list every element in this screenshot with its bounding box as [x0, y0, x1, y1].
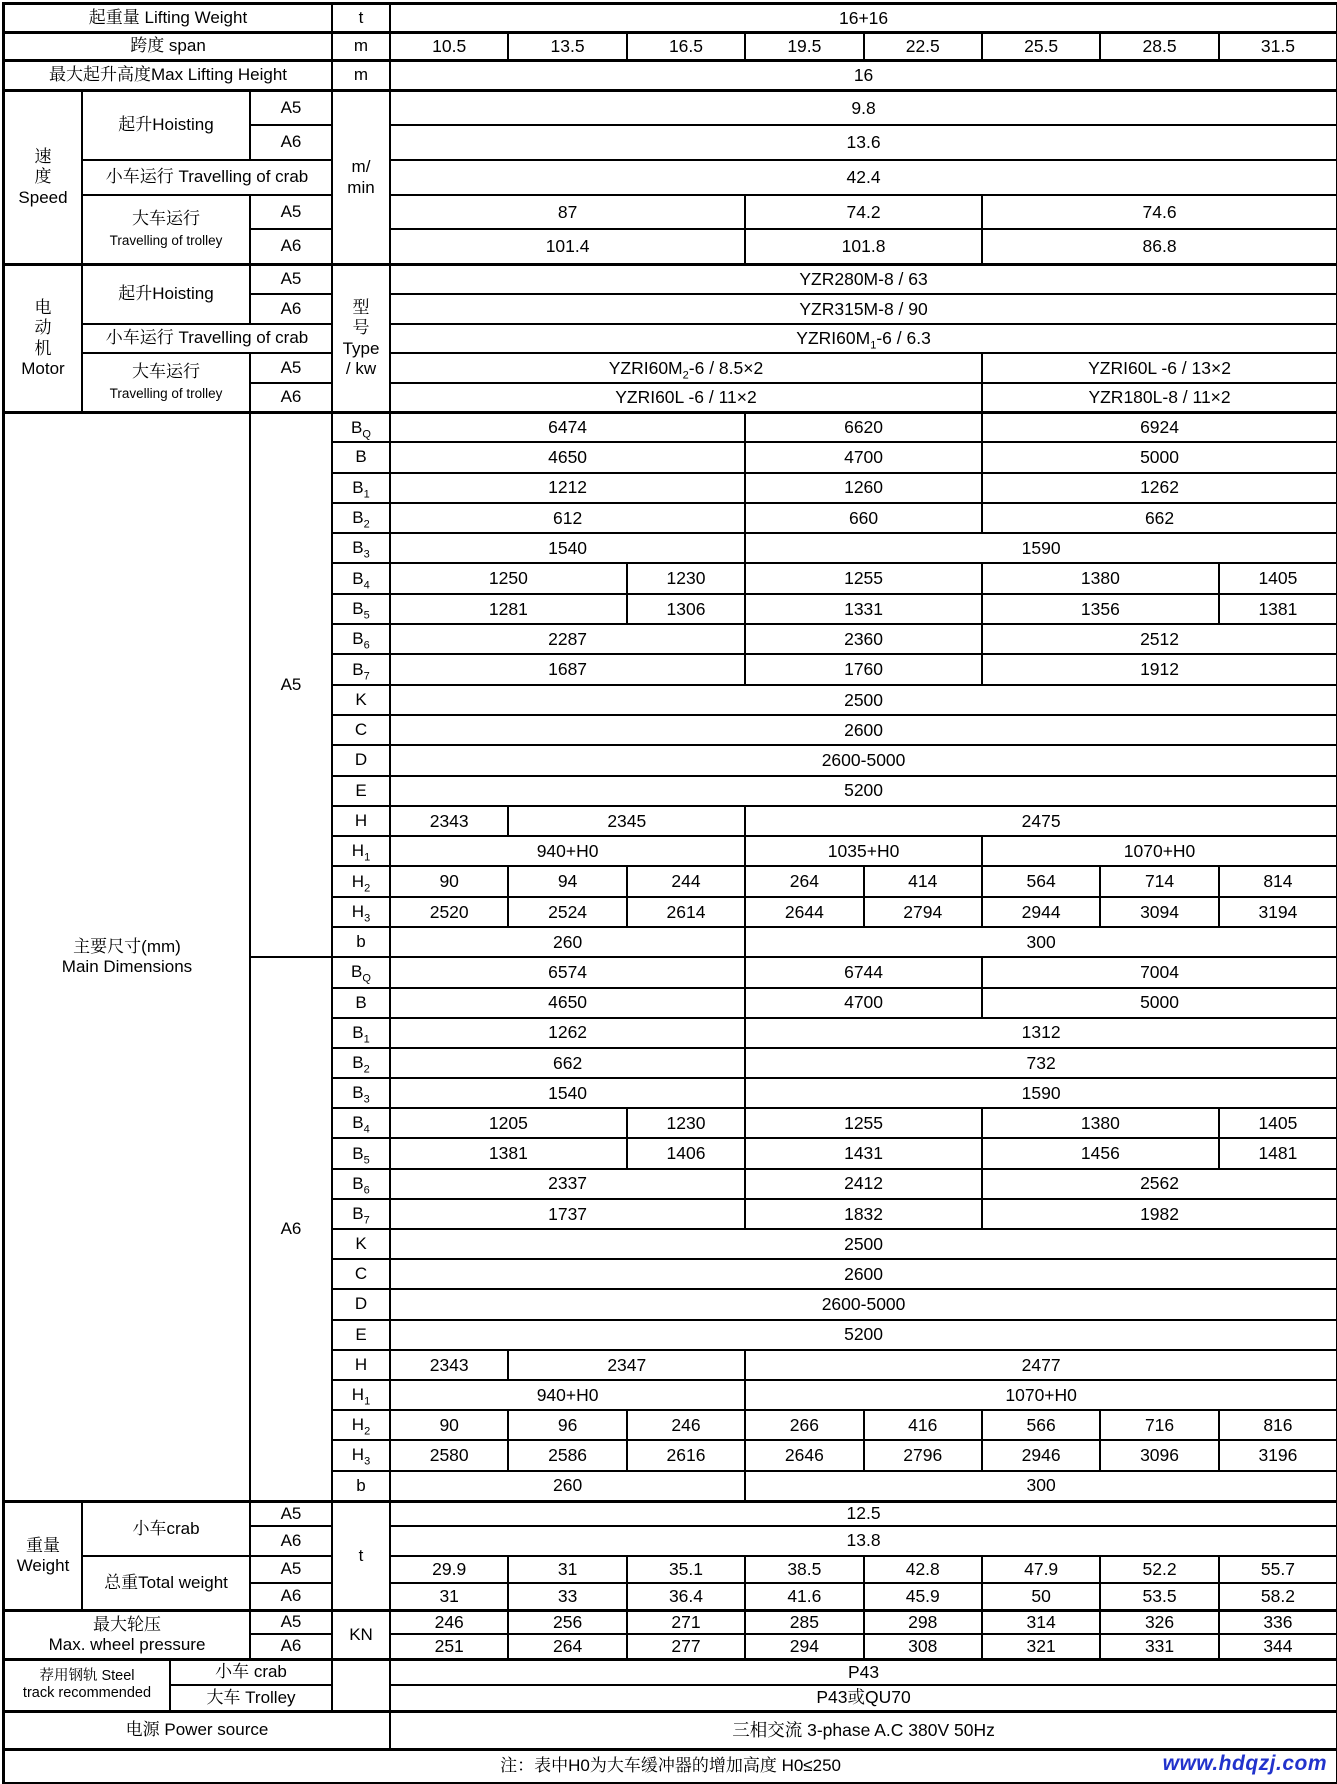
dim-a6-b6-value-3: 2562: [982, 1169, 1337, 1199]
speed-crab-value-1: 42.4: [390, 160, 1337, 195]
unit-m-min: m/ min: [332, 90, 390, 264]
dim-letter-b2: $B_2$: [332, 503, 390, 533]
class-a6: A6: [250, 125, 332, 160]
class-a6: A6: [250, 1583, 332, 1610]
label-max-lifting-height: 最大起升高度Max Lifting Height: [4, 60, 332, 90]
dim-a5-b4-value-3: 1255: [745, 563, 982, 593]
label-lifting-weight: 起重量 Lifting Weight: [4, 4, 332, 32]
label-total-weight: 总重Total weight: [82, 1556, 250, 1610]
label-power-source: 电源 Power source: [4, 1711, 390, 1749]
span-value-7: 28.5: [1100, 32, 1218, 60]
dim-a6-h3-value-4: 2646: [745, 1440, 863, 1470]
dim-a6-b4-value-1: 1205: [390, 1108, 627, 1138]
weight-total-a5-value-2: 31: [508, 1556, 626, 1583]
dim-a5-b1-value-1: 1212: [390, 473, 745, 503]
dim-a5-b4-value-1: 1250: [390, 563, 627, 593]
dim-a6-h2-value-8: 816: [1219, 1410, 1337, 1440]
dim-letter-h1: $H_1$: [332, 1380, 390, 1410]
dim-a5-b7-value-1: 1687: [390, 654, 745, 684]
weight-total-a5-value-4: 38.5: [745, 1556, 863, 1583]
weight-total-a6-value-4: 41.6: [745, 1583, 863, 1610]
label-motor: 电 动 机 Motor: [4, 264, 82, 412]
dim-a6-h2-value-7: 716: [1100, 1410, 1218, 1440]
speed-trolley-a5-value-3: 74.6: [982, 195, 1337, 229]
label-hoisting: 起升Hoisting: [82, 264, 250, 324]
unit-kn: KN: [332, 1610, 390, 1659]
dim-a5-h3-value-4: 2644: [745, 897, 863, 927]
dim-letter-b7: $B_7$: [332, 1199, 390, 1229]
wheel-pressure-a6-value-8: 344: [1219, 1634, 1337, 1659]
class-a5: A5: [250, 195, 332, 229]
span-value-8: 31.5: [1219, 32, 1337, 60]
dim-a6-b5-value-3: 1431: [745, 1138, 982, 1168]
dim-a6-b5-value-5: 1481: [1219, 1138, 1337, 1168]
class-a5: A5: [250, 1501, 332, 1526]
label-weight: 重量 Weight: [4, 1501, 82, 1610]
dim-a6-b3-value-2: 1590: [745, 1078, 1337, 1108]
speed-hoisting-a6-value-1: 13.6: [390, 125, 1337, 160]
dim-letter-bsmall: b: [332, 927, 390, 957]
dim-letter-b1: $B_1$: [332, 473, 390, 503]
dim-a5-b6-value-3: 2512: [982, 624, 1337, 654]
dim-a6-b2-value-2: 732: [745, 1048, 1337, 1078]
label-max-wheel-pressure: 最大轮压 Max. wheel pressure: [4, 1610, 250, 1659]
span-value-1: 10.5: [390, 32, 508, 60]
dim-a5-b7-value-3: 1912: [982, 654, 1337, 684]
speed-trolley-a5-value-1: 87: [390, 195, 745, 229]
dim-a5-h2-value-6: 564: [982, 866, 1100, 896]
dim-letter-b4: $B_4$: [332, 563, 390, 593]
dim-a6-b-value-2: 4700: [745, 988, 982, 1018]
dim-a6-h2-value-6: 566: [982, 1410, 1100, 1440]
wheel-pressure-a6-value-4: 294: [745, 1634, 863, 1659]
dim-a5-bq-value-1: 6474: [390, 412, 745, 442]
dim-a6-c-value-1: 2600: [390, 1259, 1337, 1289]
dim-a5-h3-value-2: 2524: [508, 897, 626, 927]
dim-letter-k: K: [332, 685, 390, 715]
class-a6: A6: [250, 957, 332, 1500]
unit-t: t: [332, 1501, 390, 1610]
wheel-pressure-a5-value-5: 298: [864, 1610, 982, 1634]
weight-total-a6-value-7: 53.5: [1100, 1583, 1218, 1610]
dim-letter-h1: $H_1$: [332, 836, 390, 866]
dim-a6-bq-value-1: 6574: [390, 957, 745, 987]
note-text: 注：表中H0为大车缓冲器的增加高度 H0≤250: [4, 1749, 1337, 1783]
dim-a5-b5-value-5: 1381: [1219, 594, 1337, 624]
dim-a6-b-value-3: 5000: [982, 988, 1337, 1018]
lifting-weight-value-1: 16+16: [390, 4, 1337, 32]
dim-a5-bq-value-2: 6620: [745, 412, 982, 442]
dim-a6-h2-value-2: 96: [508, 1410, 626, 1440]
dim-a6-h2-value-1: 90: [390, 1410, 508, 1440]
wheel-pressure-a5-value-8: 336: [1219, 1610, 1337, 1634]
label-track-trolley: 大车 Trolley: [170, 1685, 332, 1711]
dim-a5-h2-value-8: 814: [1219, 866, 1337, 896]
speed-trolley-a5-value-2: 74.2: [745, 195, 982, 229]
label-main-dimensions: 主要尺寸(mm) Main Dimensions: [4, 412, 250, 1501]
dim-a6-b6-value-2: 2412: [745, 1169, 982, 1199]
weight-total-a6-value-8: 58.2: [1219, 1583, 1337, 1610]
wheel-pressure-a5-value-4: 285: [745, 1610, 863, 1634]
label-hoisting: 起升Hoisting: [82, 90, 250, 160]
span-value-5: 22.5: [864, 32, 982, 60]
dim-a5-h-value-3: 2475: [745, 806, 1337, 836]
dim-letter-e: E: [332, 776, 390, 806]
unit-empty: [332, 1659, 390, 1711]
dim-a5-b4-value-5: 1405: [1219, 563, 1337, 593]
dim-a6-b4-value-4: 1380: [982, 1108, 1219, 1138]
dim-a5-h3-value-8: 3194: [1219, 897, 1337, 927]
unit-type-kw: 型 号 Type / kw: [332, 264, 390, 412]
dim-a5-h3-value-5: 2794: [864, 897, 982, 927]
unit-m: m: [332, 60, 390, 90]
dim-a5-h2-value-2: 94: [508, 866, 626, 896]
weight-total-a5-value-8: 55.7: [1219, 1556, 1337, 1583]
dim-a5-b2-value-3: 662: [982, 503, 1337, 533]
motor-trolley-a6-value-1: YZRI60L -6 / 11×2: [390, 383, 982, 412]
dim-a5-b3-value-1: 1540: [390, 533, 745, 563]
dim-a5-bs-value-2: 300: [745, 927, 1337, 957]
label-steel-track: 荐用钢轨 Steel track recommended: [4, 1659, 170, 1711]
dim-a6-h1-value-1: 940+H0: [390, 1380, 745, 1410]
motor-crab-value-1: $YZRI60M_1-6 / 6.3$: [390, 324, 1337, 353]
dim-a6-b1-value-1: 1262: [390, 1018, 745, 1048]
span-value-6: 25.5: [982, 32, 1100, 60]
weight-crab-a6-value-1: 13.8: [390, 1526, 1337, 1556]
dim-letter-c: C: [332, 1259, 390, 1289]
dim-a5-b5-value-3: 1331: [745, 594, 982, 624]
dim-a6-bs-value-2: 300: [745, 1471, 1337, 1501]
dim-a6-h-value-1: 2343: [390, 1350, 508, 1380]
spec-table: [2, 2, 1337, 1784]
wheel-pressure-a5-value-1: 246: [390, 1610, 508, 1634]
dim-a5-h2-value-7: 714: [1100, 866, 1218, 896]
dim-a5-bs-value-1: 260: [390, 927, 745, 957]
dim-letter-h2: $H_2$: [332, 1410, 390, 1440]
dim-letter-bq: $B_Q$: [332, 957, 390, 987]
wheel-pressure-a6-value-6: 321: [982, 1634, 1100, 1659]
class-a6: A6: [250, 229, 332, 264]
label-crab: 小车crab: [82, 1501, 250, 1556]
dim-a6-bq-value-2: 6744: [745, 957, 982, 987]
dim-letter-b5: $B_5$: [332, 1138, 390, 1168]
motor-trolley-a5-value-2: YZRI60L -6 / 13×2: [982, 353, 1337, 383]
power-source-value-1: 三相交流 3-phase A.C 380V 50Hz: [390, 1711, 1337, 1749]
dim-a6-h-value-3: 2477: [745, 1350, 1337, 1380]
label-span: 跨度 span: [4, 32, 332, 60]
dim-a5-d-value-1: 2600-5000: [390, 745, 1337, 775]
class-a6: A6: [250, 294, 332, 324]
dim-a5-b-value-1: 4650: [390, 442, 745, 472]
wheel-pressure-a6-value-3: 277: [627, 1634, 745, 1659]
dim-a6-b1-value-2: 1312: [745, 1018, 1337, 1048]
dim-a5-h3-value-7: 3094: [1100, 897, 1218, 927]
dim-a6-b4-value-2: 1230: [627, 1108, 745, 1138]
motor-hoisting-a5-value-1: YZR280M-8 / 63: [390, 264, 1337, 294]
span-value-4: 19.5: [745, 32, 863, 60]
dim-a5-h1-value-1: 940+H0: [390, 836, 745, 866]
dim-letter-c: C: [332, 715, 390, 745]
weight-total-a6-value-5: 45.9: [864, 1583, 982, 1610]
dim-a5-b2-value-1: 612: [390, 503, 745, 533]
dim-a6-h3-value-6: 2946: [982, 1440, 1100, 1470]
weight-total-a5-value-1: 29.9: [390, 1556, 508, 1583]
speed-hoisting-a5-value-1: 9.8: [390, 90, 1337, 125]
dim-letter-b4: $B_4$: [332, 1108, 390, 1138]
dim-letter-d: D: [332, 1289, 390, 1319]
wheel-pressure-a5-value-2: 256: [508, 1610, 626, 1634]
dim-letter-e: E: [332, 1320, 390, 1350]
label-travelling-of-trolley: 大车运行 Travelling of trolley: [82, 195, 250, 264]
dim-a6-bq-value-3: 7004: [982, 957, 1337, 987]
class-a5: A5: [250, 90, 332, 125]
dim-a5-h2-value-4: 264: [745, 866, 863, 896]
dim-a5-b-value-3: 5000: [982, 442, 1337, 472]
dim-letter-k: K: [332, 1229, 390, 1259]
dim-a5-h2-value-1: 90: [390, 866, 508, 896]
dim-a6-b4-value-5: 1405: [1219, 1108, 1337, 1138]
span-value-2: 13.5: [508, 32, 626, 60]
weight-total-a5-value-5: 42.8: [864, 1556, 982, 1583]
dim-a6-b6-value-1: 2337: [390, 1169, 745, 1199]
dim-a5-b6-value-1: 2287: [390, 624, 745, 654]
dim-a6-h3-value-5: 2796: [864, 1440, 982, 1470]
class-a6: A6: [250, 1526, 332, 1556]
dim-a5-b-value-2: 4700: [745, 442, 982, 472]
label-speed: 速 度 Speed: [4, 90, 82, 264]
dim-letter-b3: $B_3$: [332, 533, 390, 563]
dim-letter-h2: $H_2$: [332, 866, 390, 896]
class-a5: A5: [250, 1610, 332, 1634]
dim-a5-b7-value-2: 1760: [745, 654, 982, 684]
wheel-pressure-a6-value-2: 264: [508, 1634, 626, 1659]
dim-a5-b2-value-2: 660: [745, 503, 982, 533]
dim-letter-b1: $B_1$: [332, 1018, 390, 1048]
dim-a5-h-value-2: 2345: [508, 806, 745, 836]
dim-a6-b2-value-1: 662: [390, 1048, 745, 1078]
unit-t: t: [332, 4, 390, 32]
dim-a5-h1-value-3: 1070+H0: [982, 836, 1337, 866]
dim-a5-h-value-1: 2343: [390, 806, 508, 836]
dim-a6-b5-value-4: 1456: [982, 1138, 1219, 1168]
dim-letter-d: D: [332, 745, 390, 775]
dim-a6-b4-value-3: 1255: [745, 1108, 982, 1138]
dim-a6-bs-value-1: 260: [390, 1471, 745, 1501]
dim-a5-bq-value-3: 6924: [982, 412, 1337, 442]
dim-a5-b6-value-2: 2360: [745, 624, 982, 654]
dim-letter-b: B: [332, 988, 390, 1018]
weight-total-a5-value-7: 52.2: [1100, 1556, 1218, 1583]
dim-letter-bsmall: b: [332, 1471, 390, 1501]
dim-letter-h3: $H_3$: [332, 1440, 390, 1470]
dim-a6-b7-value-1: 1737: [390, 1199, 745, 1229]
dim-a6-h-value-2: 2347: [508, 1350, 745, 1380]
dim-letter-b2: $B_2$: [332, 1048, 390, 1078]
label-travelling-of-crab: 小车运行 Travelling of crab: [82, 160, 332, 195]
dim-a5-c-value-1: 2600: [390, 715, 1337, 745]
weight-total-a5-value-6: 47.9: [982, 1556, 1100, 1583]
class-a5: A5: [250, 264, 332, 294]
dim-a6-h2-value-3: 246: [627, 1410, 745, 1440]
dim-a6-b5-value-1: 1381: [390, 1138, 627, 1168]
speed-trolley-a6-value-3: 86.8: [982, 229, 1337, 264]
motor-hoisting-a6-value-1: YZR315M-8 / 90: [390, 294, 1337, 324]
dim-a6-e-value-1: 5200: [390, 1320, 1337, 1350]
dim-a6-h1-value-2: 1070+H0: [745, 1380, 1337, 1410]
dim-a6-b-value-1: 4650: [390, 988, 745, 1018]
class-a5: A5: [250, 353, 332, 383]
max-lifting-height-value-1: 16: [390, 60, 1337, 90]
dim-a5-b1-value-2: 1260: [745, 473, 982, 503]
dim-a6-d-value-1: 2600-5000: [390, 1289, 1337, 1319]
unit-m: m: [332, 32, 390, 60]
dim-a5-e-value-1: 5200: [390, 776, 1337, 806]
track-crab-value-1: P43: [390, 1659, 1337, 1685]
dim-a5-h2-value-5: 414: [864, 866, 982, 896]
dim-a5-h1-value-2: 1035+H0: [745, 836, 982, 866]
dim-a5-b4-value-4: 1380: [982, 563, 1219, 593]
wheel-pressure-a5-value-6: 314: [982, 1610, 1100, 1634]
wheel-pressure-a6-value-1: 251: [390, 1634, 508, 1659]
span-value-3: 16.5: [627, 32, 745, 60]
dim-letter-h: H: [332, 1350, 390, 1380]
wheel-pressure-a5-value-7: 326: [1100, 1610, 1218, 1634]
dim-a5-b5-value-1: 1281: [390, 594, 627, 624]
dim-letter-h: H: [332, 806, 390, 836]
dim-a5-b4-value-2: 1230: [627, 563, 745, 593]
dim-letter-b6: $B_6$: [332, 624, 390, 654]
class-a6: A6: [250, 1634, 332, 1659]
dim-a6-h3-value-2: 2586: [508, 1440, 626, 1470]
dim-a6-h3-value-8: 3196: [1219, 1440, 1337, 1470]
weight-total-a5-value-3: 35.1: [627, 1556, 745, 1583]
dim-a5-b5-value-2: 1306: [627, 594, 745, 624]
class-a5: A5: [250, 412, 332, 957]
dim-a5-b3-value-2: 1590: [745, 533, 1337, 563]
weight-crab-a5-value-1: 12.5: [390, 1501, 1337, 1526]
dim-a6-h2-value-5: 416: [864, 1410, 982, 1440]
wheel-pressure-a6-value-5: 308: [864, 1634, 982, 1659]
dim-a6-b7-value-2: 1832: [745, 1199, 982, 1229]
motor-trolley-a5-value-1: $YZRI60M_2-6 / 8.5\times 2$: [390, 353, 982, 383]
weight-total-a6-value-2: 33: [508, 1583, 626, 1610]
dim-letter-b6: $B_6$: [332, 1169, 390, 1199]
dim-letter-bq: $B_Q$: [332, 412, 390, 442]
dim-a5-b5-value-4: 1356: [982, 594, 1219, 624]
label-track-crab: 小车 crab: [170, 1659, 332, 1685]
dim-a6-k-value-1: 2500: [390, 1229, 1337, 1259]
dim-letter-b7: $B_7$: [332, 654, 390, 684]
dim-letter-b5: $B_5$: [332, 594, 390, 624]
label-travelling-of-trolley: 大车运行 Travelling of trolley: [82, 353, 250, 412]
dim-a6-b3-value-1: 1540: [390, 1078, 745, 1108]
class-a6: A6: [250, 383, 332, 412]
dim-a5-k-value-1: 2500: [390, 685, 1337, 715]
dim-a5-h2-value-3: 244: [627, 866, 745, 896]
dim-a5-h3-value-3: 2614: [627, 897, 745, 927]
class-a5: A5: [250, 1556, 332, 1583]
dim-letter-h3: $H_3$: [332, 897, 390, 927]
wheel-pressure-a6-value-7: 331: [1100, 1634, 1218, 1659]
dim-letter-b3: $B_3$: [332, 1078, 390, 1108]
motor-trolley-a6-value-2: YZR180L-8 / 11×2: [982, 383, 1337, 412]
weight-total-a6-value-1: 31: [390, 1583, 508, 1610]
track-trolley-value-1: P43或QU70: [390, 1685, 1337, 1711]
dim-a6-h2-value-4: 266: [745, 1410, 863, 1440]
dim-a5-h3-value-6: 2944: [982, 897, 1100, 927]
dim-a6-b7-value-3: 1982: [982, 1199, 1337, 1229]
dim-a6-h3-value-7: 3096: [1100, 1440, 1218, 1470]
wheel-pressure-a5-value-3: 271: [627, 1610, 745, 1634]
dim-letter-b: B: [332, 442, 390, 472]
dim-a6-h3-value-1: 2580: [390, 1440, 508, 1470]
watermark-link[interactable]: www.hdqzj.com: [1162, 1752, 1327, 1775]
label-travelling-of-crab: 小车运行 Travelling of crab: [82, 324, 332, 353]
speed-trolley-a6-value-2: 101.8: [745, 229, 982, 264]
dim-a6-b5-value-2: 1406: [627, 1138, 745, 1168]
dim-a5-b1-value-3: 1262: [982, 473, 1337, 503]
dim-a5-h3-value-1: 2520: [390, 897, 508, 927]
dim-a6-h3-value-3: 2616: [627, 1440, 745, 1470]
weight-total-a6-value-6: 50: [982, 1583, 1100, 1610]
weight-total-a6-value-3: 36.4: [627, 1583, 745, 1610]
speed-trolley-a6-value-1: 101.4: [390, 229, 745, 264]
